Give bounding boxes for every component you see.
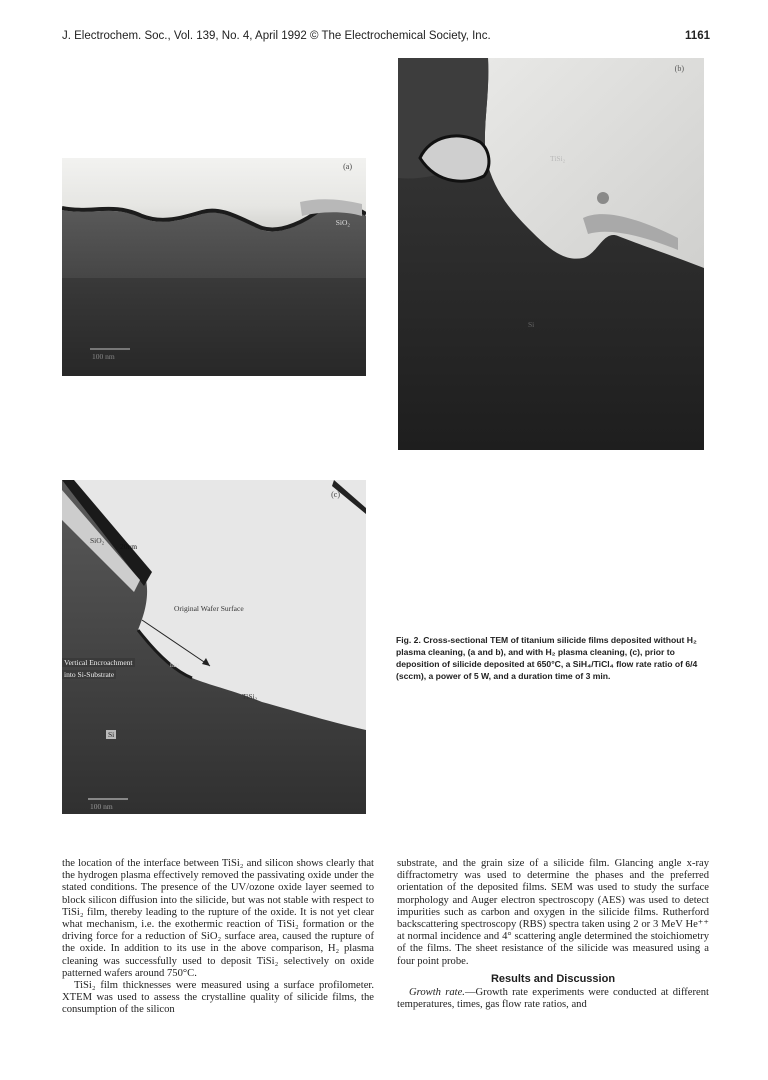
body-column-left bbox=[62, 858, 374, 1017]
paragraph-text: —Growth rate experiments were conducted at different temperatures, times, gas flow rate ratios, and bbox=[397, 987, 709, 1011]
scale-bar-label-a: 100 nm bbox=[92, 352, 115, 361]
panel-label-c: (c) bbox=[331, 490, 340, 499]
paragraph: the location of the interface between TiSi₂ and silicon shows clearly that the hydrogen plasma effectively removed the passivating oxide under the stated conditions. The presence of the UV/ozone oxide layer seemed to block silicon diffusion into the silicide, but was not stable with respect to TiSi₂ film, thereby leading to the rupture of the oxide. It is not yet clear what mechanism, i.e. the exothermic reaction of TiSi₂ formation or the driving force for a reduction of SiO₂ surface area, caused the rupture of the oxide. In addition to its use in the above comparison, H₂ plasma cleaning was successfully used to deposit TiSi₂ selectively on oxide patterned wafers around 750°C. bbox=[62, 858, 374, 979]
figure-caption: Fig. 2. Cross-sectional TEM of titanium silicide films deposited without H₂ plasma cleaning, (a and b), and with H₂ plasma cleaning, (c), prior to deposition of silicide deposited at 650°C, a SiH₄/TiCl₄ flow rate ratio of 6/4 (sccm), a power of 5 W, and a duration time of 3 min. bbox=[396, 635, 698, 681]
figure-2a-micrograph bbox=[62, 158, 366, 376]
journal-citation: J. Electrochem. Soc., Vol. 139, No. 4, April 1992 © The Electrochemical Society, Inc. bbox=[62, 30, 491, 42]
figure-2b-micrograph bbox=[398, 58, 704, 450]
si-label-b: Si bbox=[528, 320, 535, 329]
sio2-label-c: SiO₂ bbox=[90, 536, 105, 545]
runin-heading: Growth rate. bbox=[409, 987, 465, 999]
body-column-right bbox=[397, 858, 709, 1011]
tisi2-label-b: TiSi₂ bbox=[550, 154, 566, 163]
running-header bbox=[62, 30, 710, 46]
panel-label-b: (b) bbox=[674, 64, 684, 73]
sio2-label-a: SiO₂ bbox=[335, 218, 350, 227]
scale-bar-c bbox=[88, 798, 128, 800]
into-si-substrate-label: into Si-Substrate bbox=[64, 670, 115, 679]
paragraph bbox=[397, 987, 709, 1011]
si-label-c: Si bbox=[108, 730, 115, 739]
paragraph: substrate, and the grain size of a silicide film. Glancing angle x-ray diffractometry was used to determine the phases and the preferred orientation of the deposited films. SEM was used to study the surface morphology and Auger electron spectroscopy (AES) was used to detect impurities such as carbon and oxygen in the silicide films. Rutherford backscattering spectroscopy (RBS) spectra taken using 2 or 3 MeV He⁺⁺ at normal incidence and 4° scattering angle determined the stoichiometry of the films. The sheet resistance of the silicide was measured using a four point probe. bbox=[397, 858, 709, 967]
scale-bar-a bbox=[90, 348, 130, 350]
paragraph: TiSi₂ film thicknesses were measured using a surface profilometer. XTEM was used to assess the crystalline quality of silicide films, the consumption of the silicon bbox=[62, 980, 374, 1016]
micrograph-c-texture bbox=[62, 480, 366, 814]
vertical-encroachment-label: Vertical Encroachment bbox=[64, 658, 133, 667]
oxide-thickness-label: 20nm bbox=[120, 542, 138, 551]
micrograph-a-texture bbox=[62, 158, 366, 376]
section-heading: Results and Discussion bbox=[490, 972, 616, 985]
encroachment-depth-label: nm bbox=[170, 660, 180, 669]
page-number: 1161 bbox=[685, 30, 710, 42]
original-wafer-surface-label: Original Wafer Surface bbox=[174, 604, 244, 613]
scale-bar-label-c: 100 nm bbox=[90, 802, 113, 811]
figure-2c-micrograph bbox=[62, 480, 366, 814]
panel-label-a: (a) bbox=[343, 162, 352, 171]
tisi2-label-c: TiSi₂ bbox=[242, 692, 258, 701]
micrograph-b-texture bbox=[398, 58, 704, 450]
